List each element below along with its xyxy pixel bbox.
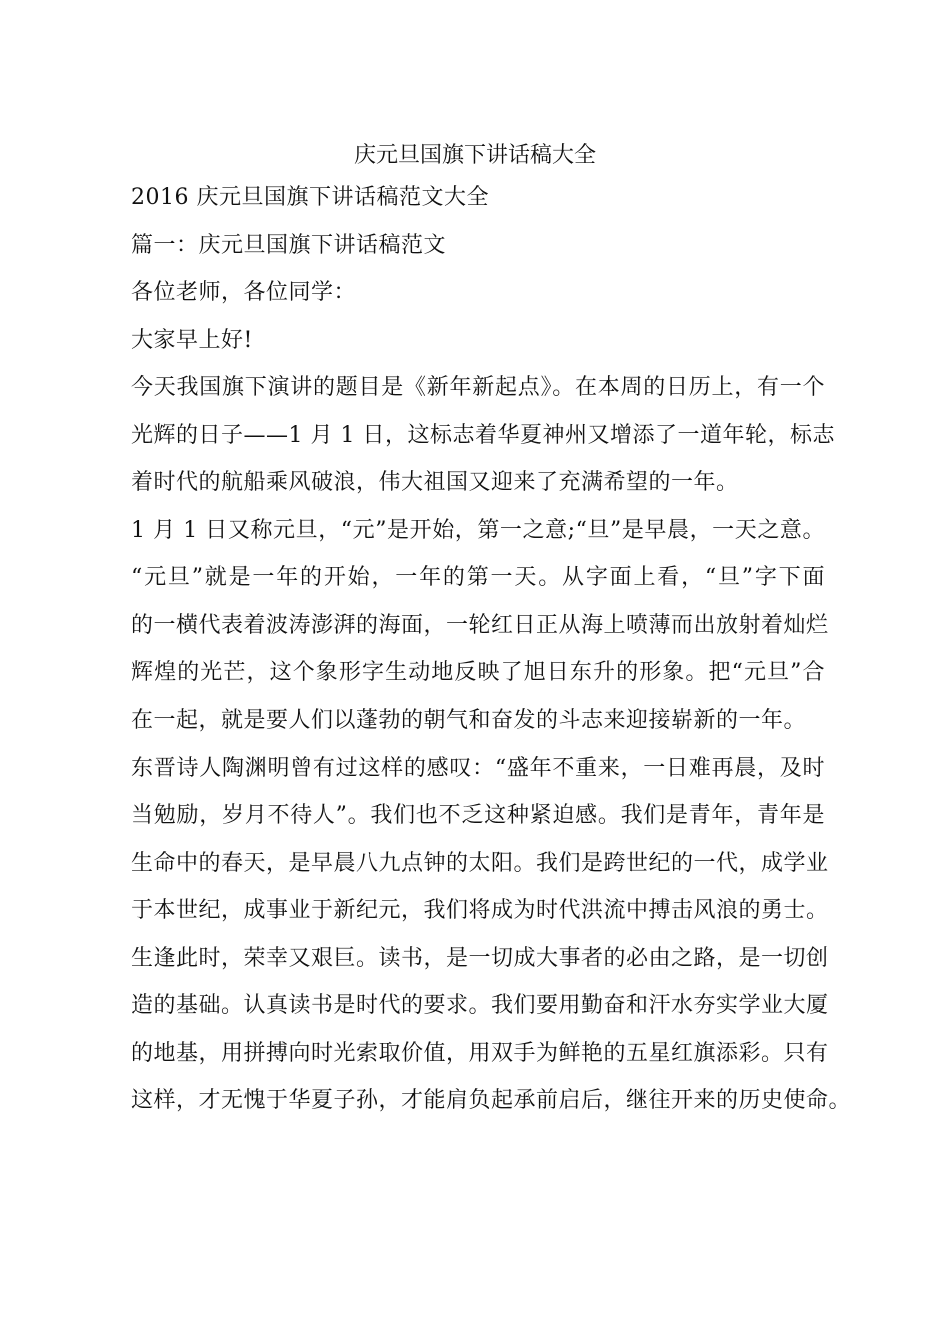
paragraph-line: 生逢此时，荣幸又艰巨。读书，是一切成大事者的必由之路，是一切创 (131, 945, 829, 971)
paragraph-line: 辉煌的光芒，这个象形字生动地反映了旭日东升的形象。把“元旦”合 (131, 660, 825, 686)
document-body (131, 183, 852, 1134)
paragraph-line: 着时代的航船乘风破浪，伟大祖国又迎来了充满希望的一年。 (131, 470, 739, 496)
paragraph-line: 1 月 1 日又称元旦，“元”是开始，第一之意;“旦”是早晨，一天之意。 (131, 517, 825, 543)
paragraph-line: 今天我国旗下演讲的题目是《新年新起点》。在本周的日历上，有一个 (131, 375, 825, 401)
paragraph-line: 造的基础。认真读书是时代的要求。我们要用勤奋和汗水夯实学业大厦 (131, 993, 829, 1019)
document-title: 庆元旦国旗下讲话稿大全 (353, 143, 596, 168)
subtitle-line: 2016 庆元旦国旗下讲话稿范文大全 (131, 185, 489, 210)
salutation-line: 各位老师，各位同学： (131, 280, 357, 306)
paragraph-line: 于本世纪，成事业于新纪元，我们将成为时代洪流中搏击风浪的勇士。 (131, 898, 829, 924)
section-heading: 篇一：庆元旦国旗下讲话稿范文 (131, 232, 447, 258)
paragraph-line: “元旦”就是一年的开始，一年的第一天。从字面上看，“旦”字下面 (131, 565, 825, 591)
greeting-line: 大家早上好! (131, 327, 253, 353)
paragraph-line: 这样，才无愧于华夏子孙，才能肩负起承前启后，继往开来的历史使命。 (131, 1088, 852, 1114)
paragraph-line: 的一横代表着波涛澎湃的海面，一轮红日正从海上喷薄而出放射着灿烂 (131, 612, 829, 638)
paragraph-line: 在一起，就是要人们以蓬勃的朝气和奋发的斗志来迎接崭新的一年。 (131, 708, 807, 734)
paragraph-line: 当勉励，岁月不待人”。我们也不乏这种紧迫感。我们是青年，青年是 (131, 803, 825, 829)
paragraph-line: 生命中的春天，是早晨八九点钟的太阳。我们是跨世纪的一代，成学业 (131, 850, 829, 876)
paragraph-line: 光辉的日子——1 月 1 日，这标志着华夏神州又增添了一道年轮，标志 (131, 422, 835, 448)
paragraph-line: 的地基，用拼搏向时光索取价值，用双手为鲜艳的五星红旗添彩。只有 (131, 1040, 829, 1066)
paragraph-line: 东晋诗人陶渊明曾有过这样的感叹：“盛年不重来，一日难再晨，及时 (131, 755, 825, 781)
